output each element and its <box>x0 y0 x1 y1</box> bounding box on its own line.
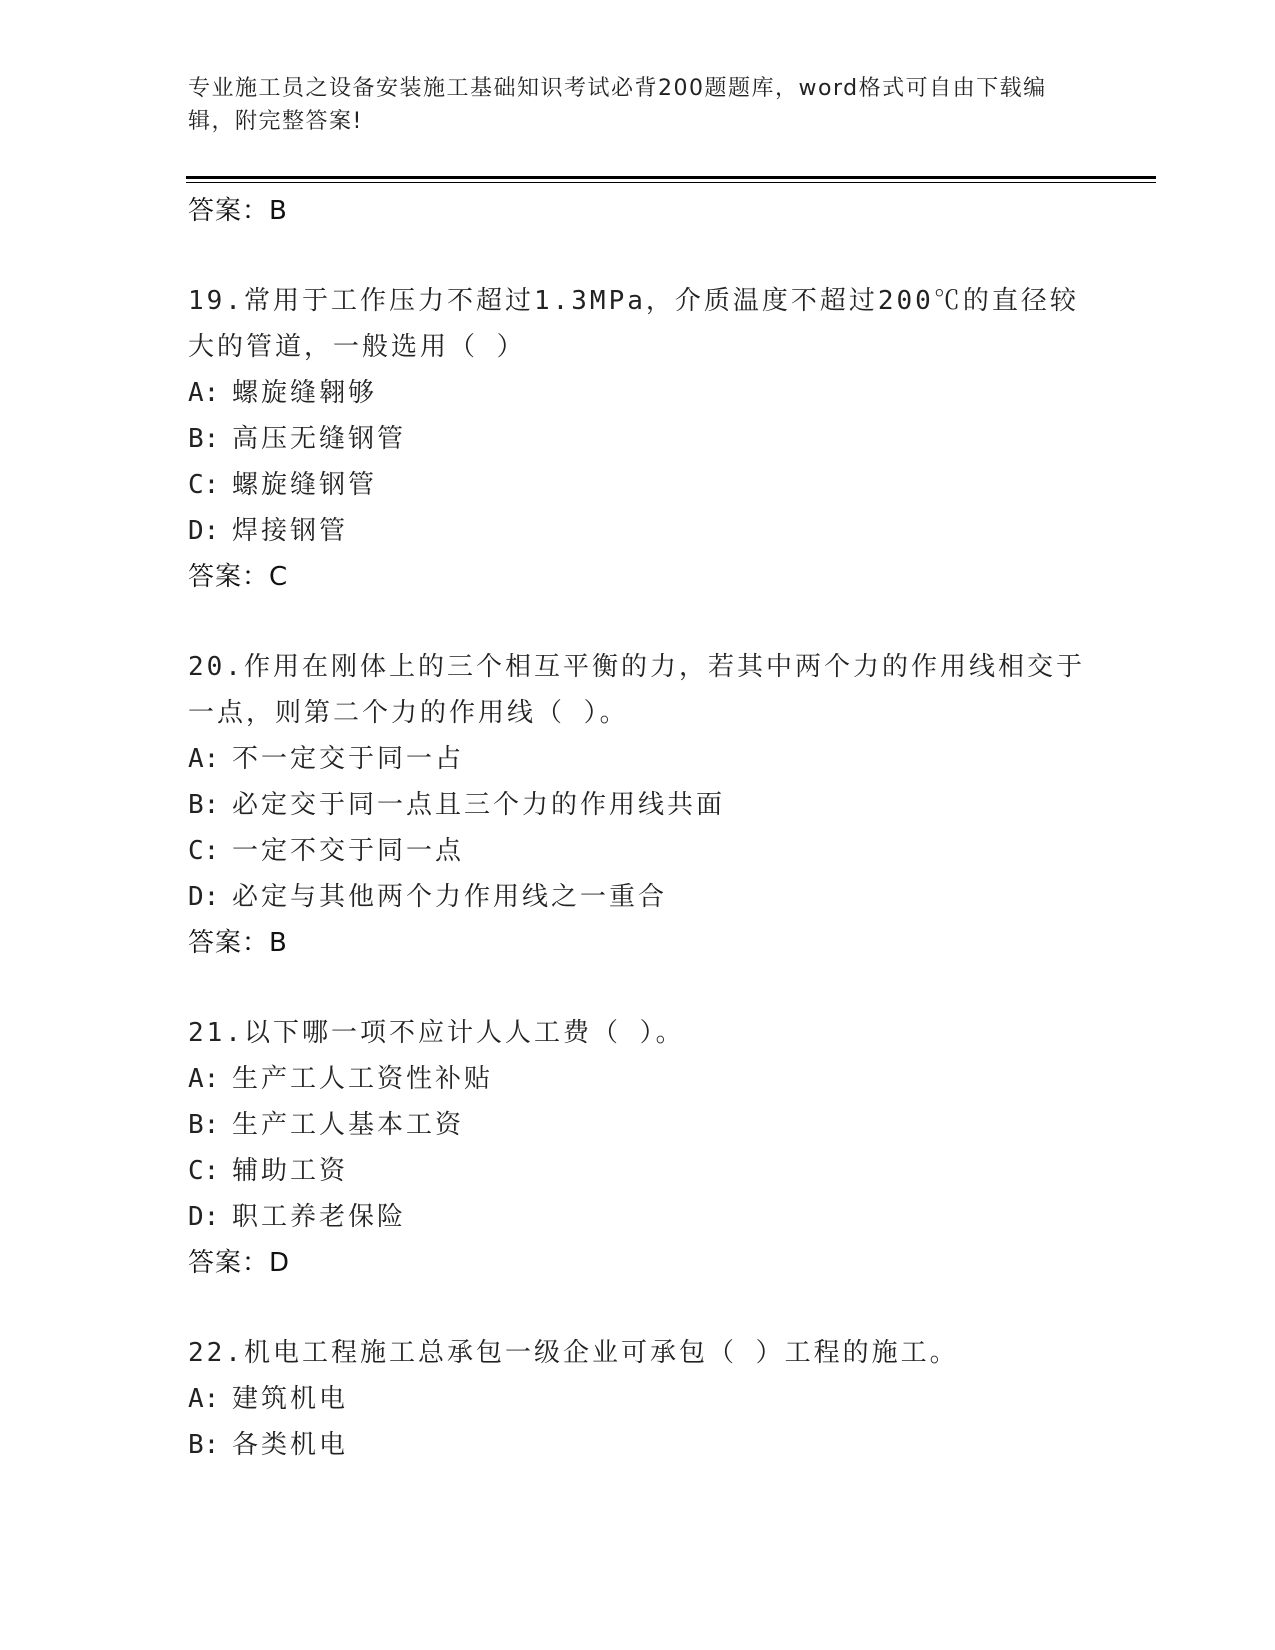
option-a <box>188 1376 1088 1422</box>
option-text: 生产工人基本工资 <box>232 1110 465 1140</box>
option-text: 各类机电 <box>232 1430 349 1460</box>
question-20 <box>188 644 1088 966</box>
option-letter: B: <box>188 1110 220 1140</box>
answer-line: 答案：C <box>188 562 289 592</box>
option-b <box>188 1102 1088 1148</box>
option-text: 不一定交于同一占 <box>232 744 465 774</box>
option-letter: B: <box>188 424 220 454</box>
answer-line: 答案：D <box>188 1248 291 1278</box>
option-text: 必定交于同一点且三个力的作用线共面 <box>232 790 726 820</box>
option-text: 建筑机电 <box>232 1384 349 1414</box>
document-header: 专业施工员之设备安装施工基础知识考试必背200题题库，word格式可自由下载编辑，附完整答案! <box>188 76 1047 134</box>
option-text: 一定不交于同一点 <box>232 836 465 866</box>
option-c <box>188 462 1088 508</box>
question-stem: 22.机电工程施工总承包一级企业可承包（ ）工程的施工。 <box>188 1338 959 1368</box>
question-22 <box>188 1330 1088 1468</box>
option-c <box>188 828 1088 874</box>
option-letter: B: <box>188 1430 220 1460</box>
option-letter: A: <box>188 1384 220 1414</box>
option-text: 螺旋缝钢管 <box>232 470 378 500</box>
option-d <box>188 508 1088 554</box>
option-text: 高压无缝钢管 <box>232 424 407 454</box>
question-21 <box>188 1010 1088 1286</box>
option-text: 螺旋缝翱够 <box>232 378 378 408</box>
question-stem: 21.以下哪一项不应计人人工费（ ）。 <box>188 1018 685 1048</box>
option-b <box>188 1422 1088 1468</box>
option-d <box>188 874 1088 920</box>
option-letter: D: <box>188 1202 220 1232</box>
option-text: 职工养老保险 <box>232 1202 407 1232</box>
option-text: 焊接钢管 <box>232 516 349 546</box>
option-letter: B: <box>188 790 220 820</box>
question-stem: 19.常用于工作压力不超过1.3MPa，介质温度不超过200℃的直径较大的管道，一般选用（ ） <box>188 286 1079 362</box>
option-d <box>188 1194 1088 1240</box>
option-text: 生产工人工资性补贴 <box>232 1064 494 1094</box>
option-letter: C: <box>188 836 220 866</box>
header-rule-thin <box>186 182 1156 183</box>
option-letter: D: <box>188 516 220 546</box>
option-a <box>188 370 1088 416</box>
option-text: 必定与其他两个力作用线之一重合 <box>232 882 668 912</box>
question-stem: 20.作用在刚体上的三个相互平衡的力，若其中两个力的作用线相交于一点，则第二个力的作用线（ ）。 <box>188 652 1085 728</box>
option-c <box>188 1148 1088 1194</box>
option-letter: A: <box>188 378 220 408</box>
option-a <box>188 1056 1088 1102</box>
option-letter: A: <box>188 744 220 774</box>
option-letter: D: <box>188 882 220 912</box>
option-letter: C: <box>188 1156 220 1186</box>
option-letter: A: <box>188 1064 220 1094</box>
question-list <box>188 188 1088 1468</box>
header-rule-thick <box>186 176 1156 179</box>
option-letter: C: <box>188 470 220 500</box>
answer-line: 答案：B <box>188 196 288 226</box>
question-19 <box>188 278 1088 600</box>
option-text: 辅助工资 <box>232 1156 349 1186</box>
option-a <box>188 736 1088 782</box>
option-b <box>188 416 1088 462</box>
option-b <box>188 782 1088 828</box>
answer-line: 答案：B <box>188 928 288 958</box>
